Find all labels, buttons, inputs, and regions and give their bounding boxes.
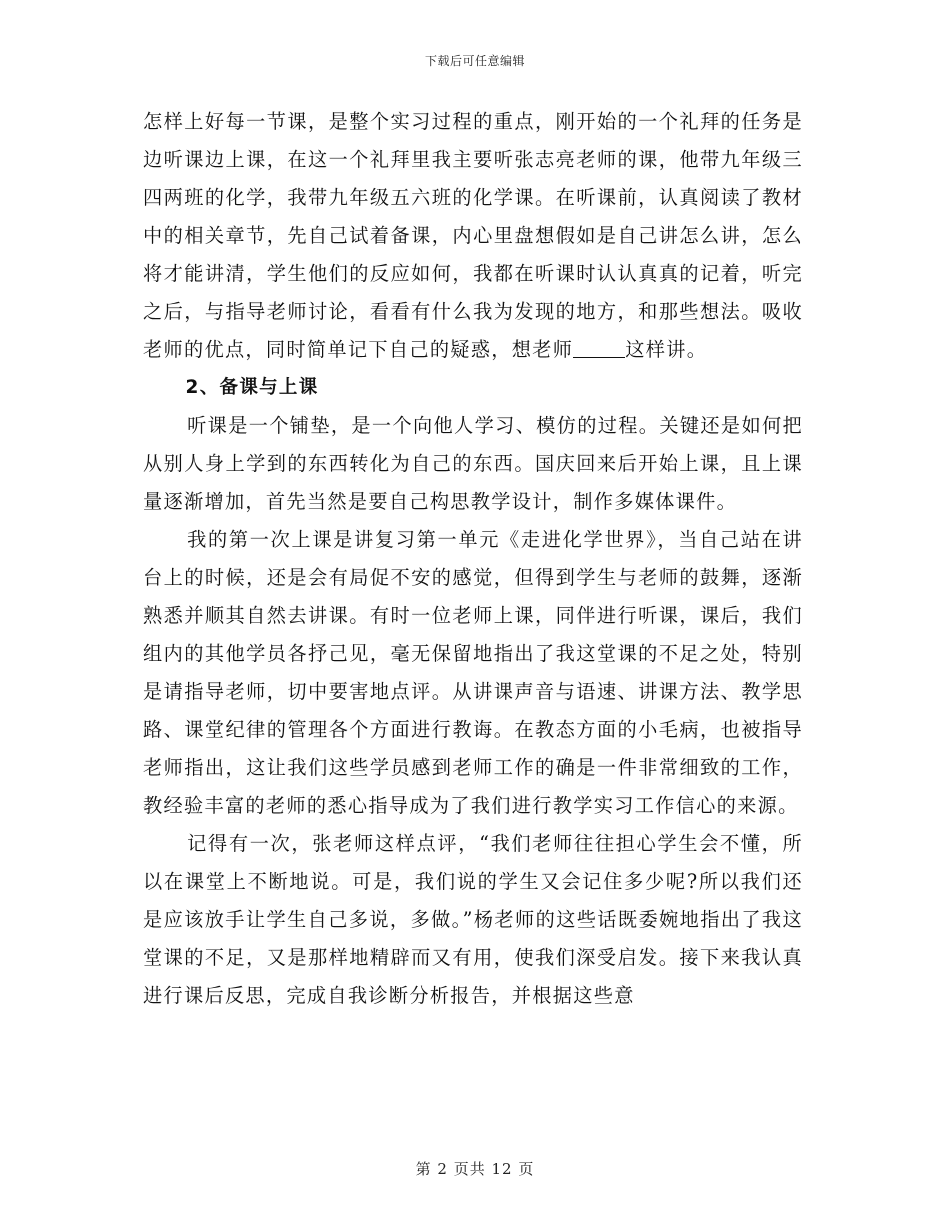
fill-in-blank	[573, 337, 625, 358]
document-body	[143, 103, 803, 1015]
section-heading: 2、备课与上课	[185, 377, 319, 398]
paragraph-4: 记得有一次，张老师这样点评，“我们老师往往担心学生会不懂，所以在课堂上不断地说。可是，我们说的学生又会记住多少呢?所以我们还是应该放手让学生自己多说，多做。”杨老师的这些话既委婉地指出了我这堂课的不足，又是那样地精辟而又有用，使我们深受启发。接下来我认真进行课后反思，完成自我诊断分析报告，并根据这些意	[143, 832, 803, 1007]
page-header: 下载后可任意编辑	[424, 54, 525, 68]
paragraph-3: 我的第一次上课是讲复习第一单元《走进化学世界》，当自己站在讲台上的时候，还是会有局促不安的感觉，但得到学生与老师的鼓舞，逐渐熟悉并顺其自然去讲课。有时一位老师上课，同伴进行听课，课后，我们组内的其他学员各抒己见，毫无保留地指出了我这堂课的不足之处，特别是请指导老师，切中要害地点评。从讲课声音与语速、讲课方法、教学思路、课堂纪律的管理各个方面进行教诲。在教态方面的小毛病，也被指导老师指出，这让我们这些学员感到老师工作的确是一件非常细致的工作，教经验丰富的老师的悉心指导成为了我们进行教学实习工作信心的来源。	[143, 528, 803, 817]
page-number: 第 2 页共 12 页	[415, 1160, 535, 1178]
paragraph-1-ending: 这样讲。	[625, 338, 708, 361]
paragraph-1-text: 怎样上好每一节课，是整个实习过程的重点，刚开始的一个礼拜的任务是边听课边上课，在这一个礼拜里我主要听张志亮老师的课，他带九年级三四两班的化学，我带九年级五六班的化学课。在听课前，认真阅读了教材中的相关章节，先自己试着备课，内心里盘想假如是自己讲怎么讲，怎么将才能讲清，学生他们的反应如何，我都在听课时认认真真的记着，听完之后，与指导老师讨论，看看有什么我为发现的地方，和那些想法。吸收老师的优点，同时简单记下自己的疑惑，想老师	[143, 110, 803, 361]
paragraph-2: 听课是一个铺垫，是一个向他人学习、模仿的过程。关键还是如何把从别人身上学到的东西转化为自己的东西。国庆回来后开始上课，且上课量逐渐增加，首先当然是要自己构思教学设计，制作多媒体课件。	[143, 414, 803, 513]
paragraph-1	[143, 103, 803, 369]
